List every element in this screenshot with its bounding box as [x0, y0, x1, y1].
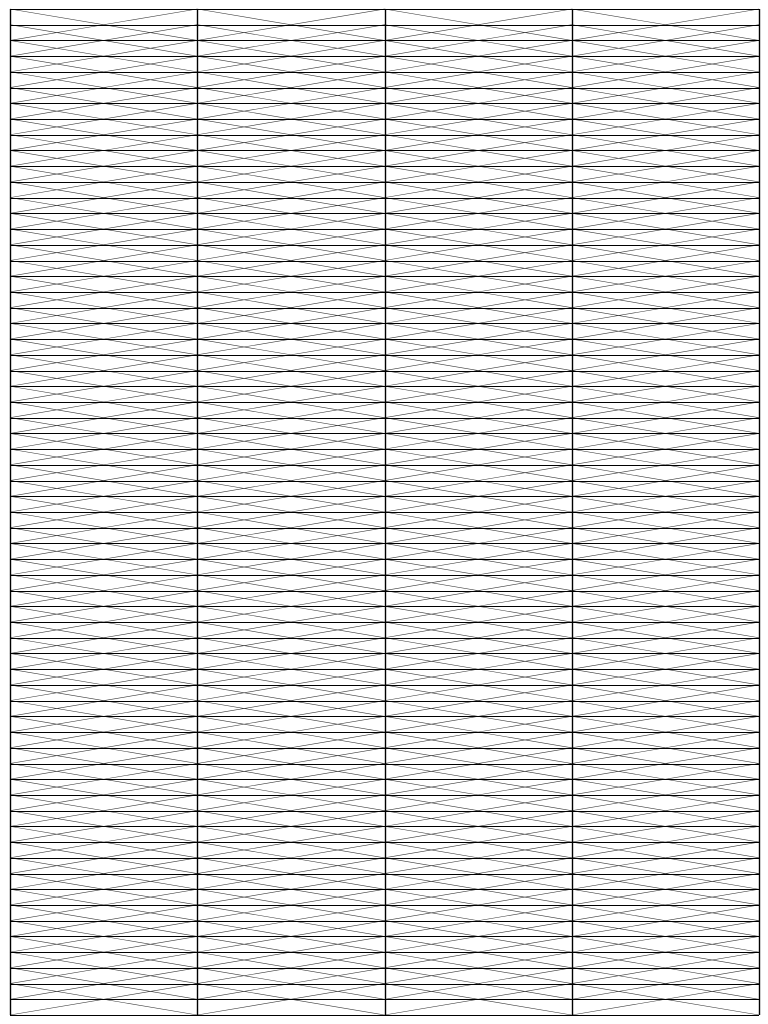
horizontal-rules [10, 10, 759, 1016]
